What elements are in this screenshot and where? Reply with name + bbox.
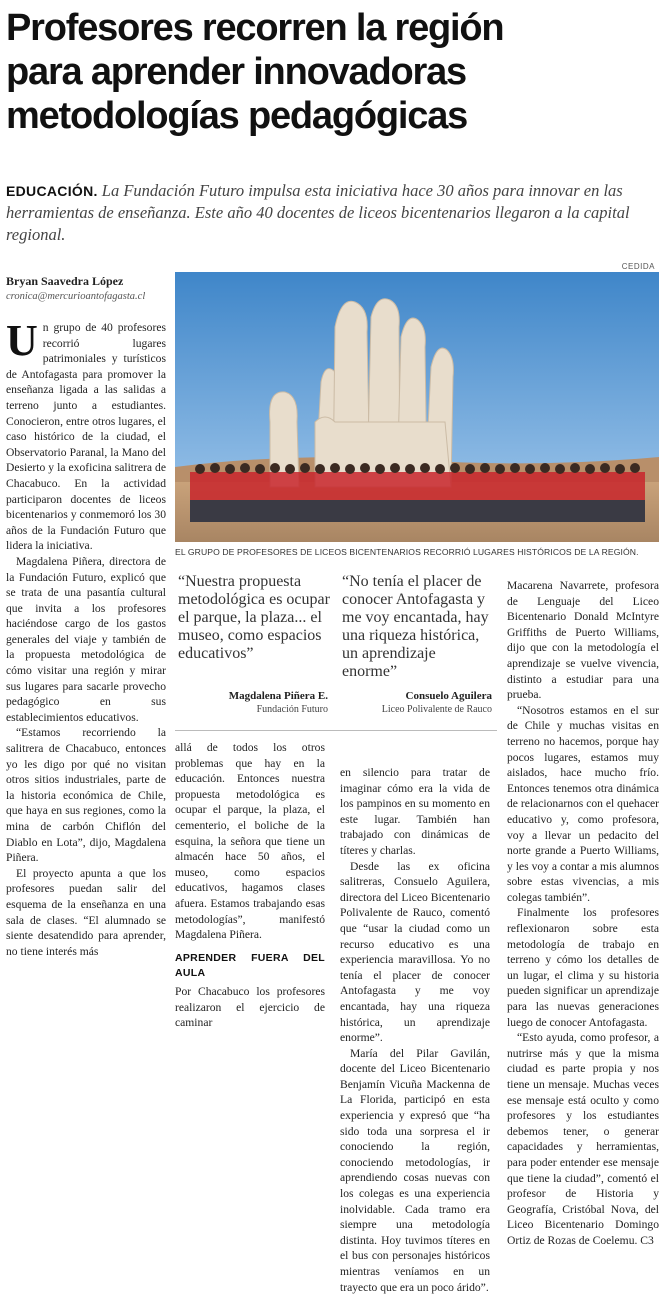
quote-role: Liceo Polivalente de Rauco <box>381 704 492 715</box>
paragraph <box>6 316 166 554</box>
photo-illustration <box>175 272 659 542</box>
paragraph: Macarena Navarrete, profesora de Lenguaje del Liceo Bicentenario Donald McIntyre Griffiths de Puerto Williams, dijo que con la metodología el aprendizaje se vuelve vivencia, distinto a estudiar para una prueba. <box>507 579 659 702</box>
quote-name: Consuelo Aguilera <box>405 690 492 702</box>
headline-line-1: Profesores recorren la región <box>6 7 504 49</box>
headline <box>6 6 658 138</box>
paragraph: “Estamos recorriendo la salitrera de Chacabuco, entonces yo les digo por qué no visitan otros sitios industriales, parte de la historia económica de Chile, que haya en sus regiones, como la mina de carbón Chiflón del Diablo en Lota”, dijo, Magdalena Piñera. <box>6 726 166 865</box>
paragraph: “Esto ayuda, como profesor, a nutrirse más y que la misma ciudad es parte propia y nos tiene un mensaje. Muchas veces ese mensaje está oculto y como profesores y los estudiantes debemos tener, o generar capacidades y herramientas, para poder entender ese mensaje que tiene la ciudad”, comentó el profesor de Historia y Geografía, Cristóbal Nova, del Liceo Bicentenario Domingo Ortiz de Rozas de Coelemu. C3 <box>507 1031 659 1247</box>
drop-cap: U <box>6 316 38 365</box>
divider <box>175 730 497 731</box>
pull-quote-2-attribution <box>342 690 492 715</box>
article-column-1 <box>6 316 166 959</box>
paragraph: Magdalena Piñera, directora de la Fundación Futuro, explicó que se trata de una pasantía cultural que invita a los profesores haciéndose cargo de los gastos generales del viaje y también de la propuesta metodológica de cómo visitar una región y mirar sus lugares para sacarle provecho pedagógico en sus establecimientos educativos. <box>6 554 166 724</box>
quote-name: Magdalena Piñera E. <box>228 690 328 702</box>
section-tag: EDUCACIÓN. <box>6 183 98 199</box>
quote-role: Fundación Futuro <box>256 704 328 715</box>
dek-text: La Fundación Futuro impulsa esta iniciativa hace 30 años para innovar en las herramientas de enseñanza. Este año 40 docentes de liceos bicentenarios llegaron a la capital regional. <box>6 181 630 244</box>
paragraph: El proyecto apunta a que los profesores puedan salir del esquema de la enseñanza en una sala de clases. “El alumnado se siente desatendido para aprender, no tiene interés más <box>6 866 166 958</box>
paragraph: en silencio para tratar de imaginar cómo era la vida de los pampinos en su momento en este lugar. También han trabajado con dinámicas de títeres y charlas. <box>340 766 490 857</box>
group-photo <box>175 272 659 542</box>
pull-quote-1-attribution <box>178 690 328 715</box>
article-column-2 <box>175 740 325 1031</box>
author-name: Bryan Saavedra López <box>6 274 124 288</box>
paragraph-text: n grupo de 40 profesores recorrió lugares patrimoniales y turísticos de Antofagasta para promover la enseñanza ligada a las salidas a terreno junto a estudiantes. Conocieron, entre otros lugares, el caso histórico de la ciudad, el Observatorio Paranal, la Mano del Desierto y la exoficina salitrera de Chacabuco. En la actividad participaron docentes de liceos bicentenarios y conmemoró los 30 años de la Fundación Futuro que lidera la iniciativa. <box>6 321 166 553</box>
dek <box>6 180 656 246</box>
author-email[interactable]: cronica@mercurioantofagasta.cl <box>6 291 146 302</box>
article-column-4 <box>507 578 659 1249</box>
paragraph: María del Pilar Gavilán, docente del Liceo Bicentenario Benjamín Vicuña Mackenna de La Florida, participó en esta experiencia y expresó que “ha sido toda una sorpresa el ir conociendo la región, conociendo metodologías, ir aprendiendo cosas nuevas con los colegas es una experiencia inolvidable. Cada tramo era siempre una metodología distinta. Hoy tuvimos títeres en el bus con personajes históricos mientras veníamos en un trayecto que era un poco árido”. <box>340 1046 490 1294</box>
paragraph: Por Chacabuco los profesores realizaron el ejercicio de caminar <box>175 984 325 1030</box>
paragraph: allá de todos los otros problemas que hay en la educación. Entonces nuestra propuesta metodológica es ocupar el parque, la plaza, el cementerio, el boliche de la esquina, la señora que tiene un almacén hace 50 años, el museo, como espacios educativos, hagamos clases afuera. Estamos trabajando esas metodologías”, manifestó Magdalena Piñera. <box>175 741 325 942</box>
headline-line-3: metodologías pedagógicas <box>6 95 468 137</box>
article-column-3 <box>340 765 490 1295</box>
subheading: APRENDER FUERA DEL AULA <box>175 951 325 980</box>
paragraph: Desde las ex oficina salitreras, Consuelo Aguilera, directora del Liceo Bicentenario Polivalente de Rauco, comentó que “usar la ciudad como un recurso educativo es una experiencia maravillosa. Yo no tenía el placer de conocer Antofagasta y me voy encantada, hay una riqueza histórica, un aprendizaje enorme”. <box>340 859 490 1045</box>
pull-quote-1: “Nuestra propuesta metodológica es ocupar el parque, la plaza... el museo, como espacios educativos” <box>178 573 330 662</box>
paragraph: Finalmente los profesores reflexionaron sobre esta metodología de trabajo en terreno y cómo los detalles de un lugar, el clima y su historia pueden significar un aprendizaje para las nuevas generaciones luego de conocer Antofagasta. <box>507 906 659 1029</box>
byline <box>6 274 171 302</box>
paragraph: “Nosotros estamos en el sur de Chile y muchas visitas en terreno no hacemos, porque hay pocos lugares, estamos muy aislados, hace mucho frío. Entonces tenemos otra dinámica de relacionarnos con el quehacer educativo y, como profesora, voy a llevar un pedacito del norte grande a Puerto Williams, y les voy a contar a mis alumnos sobre estas vivencias, a mis colegas también”. <box>507 703 659 904</box>
photo-credit: CEDIDA <box>621 262 655 271</box>
headline-line-2: para aprender innovadoras <box>6 51 466 93</box>
pull-quote-2: “No tenía el placer de conocer Antofagasta y me voy encantada, hay una riqueza histórica, un aprendizaje enorme” <box>342 573 489 680</box>
photo-caption: EL GRUPO DE PROFESORES DE LICEOS BICENTENARIOS RECORRIÓ LUGARES HISTÓRICOS DE LA REGIÓN. <box>175 547 639 557</box>
